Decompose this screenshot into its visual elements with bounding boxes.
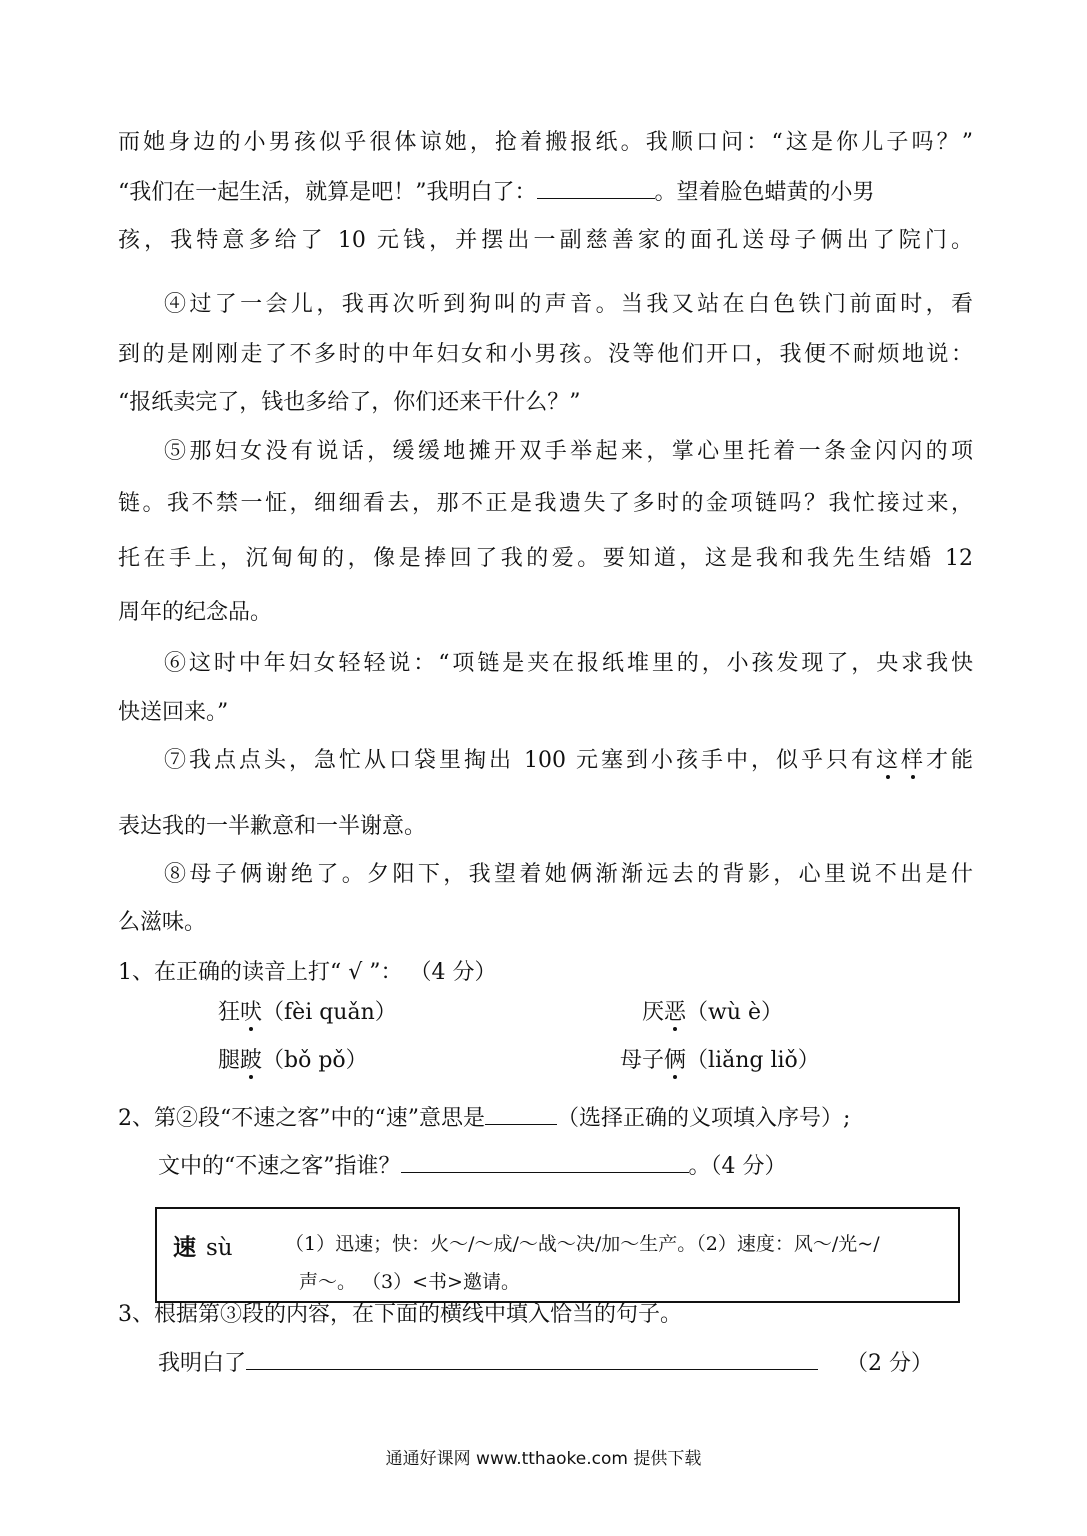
passage-line: ⑥这时中年妇女轻轻说：“项链是夹在报纸堆里的，小孩发现了，央求我快 [164,651,973,676]
passage-line: 孩，我特意多给了 10 元钱，并摆出一副慈善家的面孔送母子俩出了院门。 [118,228,973,253]
question-3-answer: 我明白了 （2 分） [158,1351,934,1376]
emphasis-char: 样 [900,748,926,773]
passage-line: 而她身边的小男孩似乎很体谅她，抢着搬报纸。我顺口问：“这是你儿子吗？” [118,130,973,155]
passage-line: “我们在一起生活，就算是吧！”我明白了： 。望着脸色蜡黄的小男 [118,180,875,205]
passage-line: 么滋味。 [118,910,207,935]
question-2-line: 2、第②段“不速之客”中的“速”意思是 （选择正确的义项填入序号）; [118,1106,851,1131]
passage-line: ⑦我点点头，急忙从口袋里掏出 100 元塞到小孩手中，似乎只有这样才能 [164,748,973,773]
answer-blank[interactable] [401,1152,689,1173]
emphasis-char: 这 [875,748,901,773]
pinyin-item[interactable]: 腿跛（bǒ pǒ） [218,1048,368,1073]
passage-line: 托在手上，沉甸甸的，像是捧回了我的爱。要知道，这是我和我先生结婚 12 [118,546,973,571]
dictionary-definition: 声～。 （3）<书>邀请。 [299,1271,520,1293]
passage-line: “报纸卖完了，钱也多给了，你们还来干什么？” [118,390,581,415]
answer-blank[interactable] [485,1104,557,1125]
pinyin-item[interactable]: 狂吠（fèi quǎn） [218,1000,397,1025]
passage-line: 链。我不禁一怔，细细看去，那不正是我遗失了多时的金项链吗？我忙接过来， [118,491,973,516]
passage-line: ⑤那妇女没有说话，缓缓地摊开双手举起来，掌心里托着一条金闪闪的项 [164,439,973,464]
question-2-line: 文中的“不速之客”指谁？ 。（4 分） [158,1154,787,1179]
passage-line: 快送回来。” [118,700,229,725]
answer-blank[interactable] [246,1349,818,1370]
pinyin-item[interactable]: 母子俩（liǎng liǒ） [620,1048,820,1073]
page-footer: 通通好课网 www.tthaoke.com 提供下载 [385,1449,702,1469]
answer-blank[interactable] [537,178,655,199]
passage-line: 表达我的一半歉意和一半谢意。 [118,814,427,839]
pinyin-item[interactable]: 厌恶（wù è） [642,1000,784,1025]
passage-line: ④过了一会儿，我再次听到狗叫的声音。当我又站在白色铁门前面时，看 [164,292,973,317]
dictionary-entry-box [155,1207,960,1303]
passage-line: 周年的纪念品。 [118,600,273,625]
question-1-prompt: 1、在正确的读音上打“ √ ”： （4 分） [118,960,497,985]
dictionary-headword: 速 sù [173,1234,233,1261]
passage-line: 到的是刚刚走了不多时的中年妇女和小男孩。没等他们开口，我便不耐烦地说： [118,342,973,367]
passage-line: ⑧母子俩谢绝了。夕阳下，我望着她俩渐渐远去的背影，心里说不出是什 [164,862,973,887]
dictionary-definition: （1）迅速；快：火～/～成/～战～决/加～生产。（2）速度：风～/光~/ [285,1233,880,1255]
question-3-prompt: 3、根据第③段的内容，在下面的横线中填入恰当的句子。 [118,1302,682,1327]
